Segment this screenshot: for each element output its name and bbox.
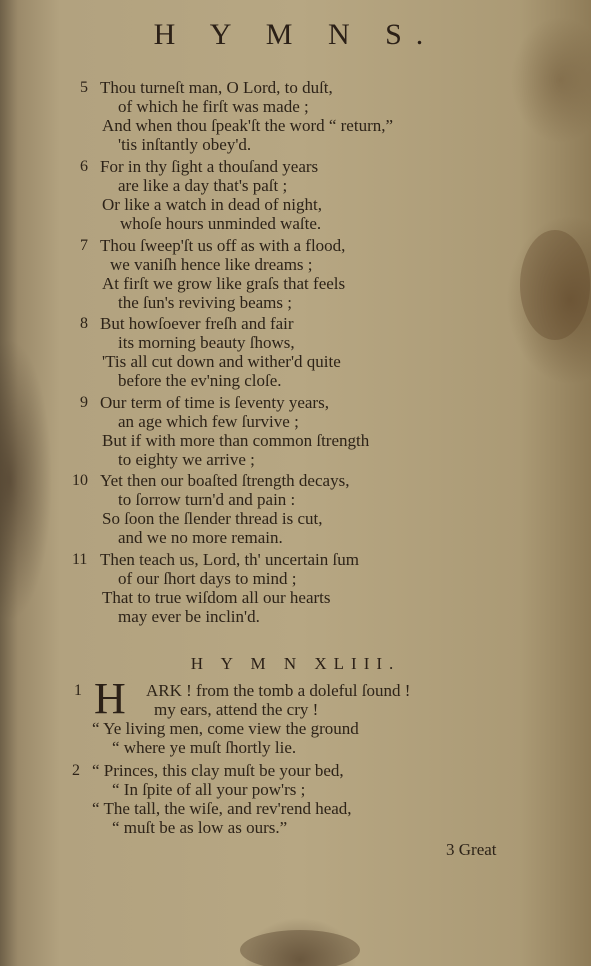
verse-line: But howſoever freſh and fair [100, 314, 294, 333]
verse-line: of which he firſt was made ; [118, 97, 309, 116]
verse-line: But if with more than common ſtrength [102, 431, 370, 450]
verse-line: 'Tis all cut down and wither'd quite [102, 352, 341, 371]
verse-line: Yet then our boaſted ſtrength decays, [100, 471, 350, 490]
verse-line: “ where ye muſt ſhortly lie. [112, 738, 297, 757]
stanza-number: 5 [80, 79, 88, 96]
verse-line: So ſoon the ſlender thread is cut, [102, 509, 323, 528]
verse-line: “ Princes, this clay muſt be your bed, [92, 761, 344, 780]
verse-line: Or like a watch in dead of night, [102, 195, 322, 214]
verse-line: “ In ſpite of all your pow'rs ; [112, 780, 306, 799]
verse-line: may ever be inclin'd. [118, 607, 260, 626]
stanza-number: 9 [80, 394, 88, 411]
verse-line: its morning beauty ſhows, [118, 333, 295, 352]
verse-line: and we no more remain. [118, 528, 283, 547]
stanza-number: 1 [74, 682, 82, 699]
stanza-number: 7 [80, 237, 88, 254]
catchword: 3 Great [446, 840, 497, 859]
verse-line: to ſorrow turn'd and pain : [118, 490, 296, 509]
stanza-number: 11 [72, 551, 88, 568]
verse-line: For in thy ſight a thouſand years [100, 157, 319, 176]
stain [240, 930, 360, 966]
verse-line: Then teach us, Lord, th' uncertain ſum [100, 550, 359, 569]
verse-line: an age which few ſurvive ; [118, 412, 299, 431]
verse-line: Our term of time is ſeventy years, [100, 393, 329, 412]
stanza-number: 8 [80, 315, 88, 332]
verse-line: “ Ye living men, come view the ground [92, 719, 359, 738]
verse-line: 'tis inſtantly obey'd. [118, 135, 252, 154]
verse-line: are like a day that's paſt ; [118, 176, 288, 195]
stain [520, 230, 590, 340]
verse-line: the ſun's reviving beams ; [118, 293, 292, 312]
verse-line: At firſt we grow like graſs that feels [102, 274, 346, 293]
stanza-number: 6 [80, 158, 88, 175]
verse-line: ARK ! from the tomb a doleful ſound ! [146, 681, 411, 700]
verse-line: And when thou ſpeak'ſt the word “ return,” [102, 116, 394, 135]
verse-line: “ muſt be as low as ours.” [112, 818, 288, 837]
stanza-number: 10 [72, 472, 88, 489]
verse-line: to eighty we arrive ; [118, 450, 255, 469]
verse-line: of our ſhort days to mind ; [118, 569, 297, 588]
verse-line: That to true wiſdom all our hearts [102, 588, 331, 607]
running-head: H Y M N S. [153, 18, 438, 51]
verse-line: my ears, attend the cry ! [154, 700, 319, 719]
hymn-heading: H Y M N XLIII. [190, 654, 401, 673]
verse-line: we vaniſh hence like dreams ; [110, 255, 313, 274]
drop-cap: H [94, 674, 126, 723]
verse-line: before the ev'ning cloſe. [118, 371, 282, 390]
verse-line: Thou ſweep'ſt us off as with a flood, [100, 236, 346, 255]
verse-line: “ The tall, the wiſe, and rev'rend head, [92, 799, 352, 818]
verse-line: whoſe hours unminded waſte. [120, 214, 322, 233]
stanza-number: 2 [72, 762, 80, 779]
verse-line: Thou turneſt man, O Lord, to duſt, [100, 78, 333, 97]
